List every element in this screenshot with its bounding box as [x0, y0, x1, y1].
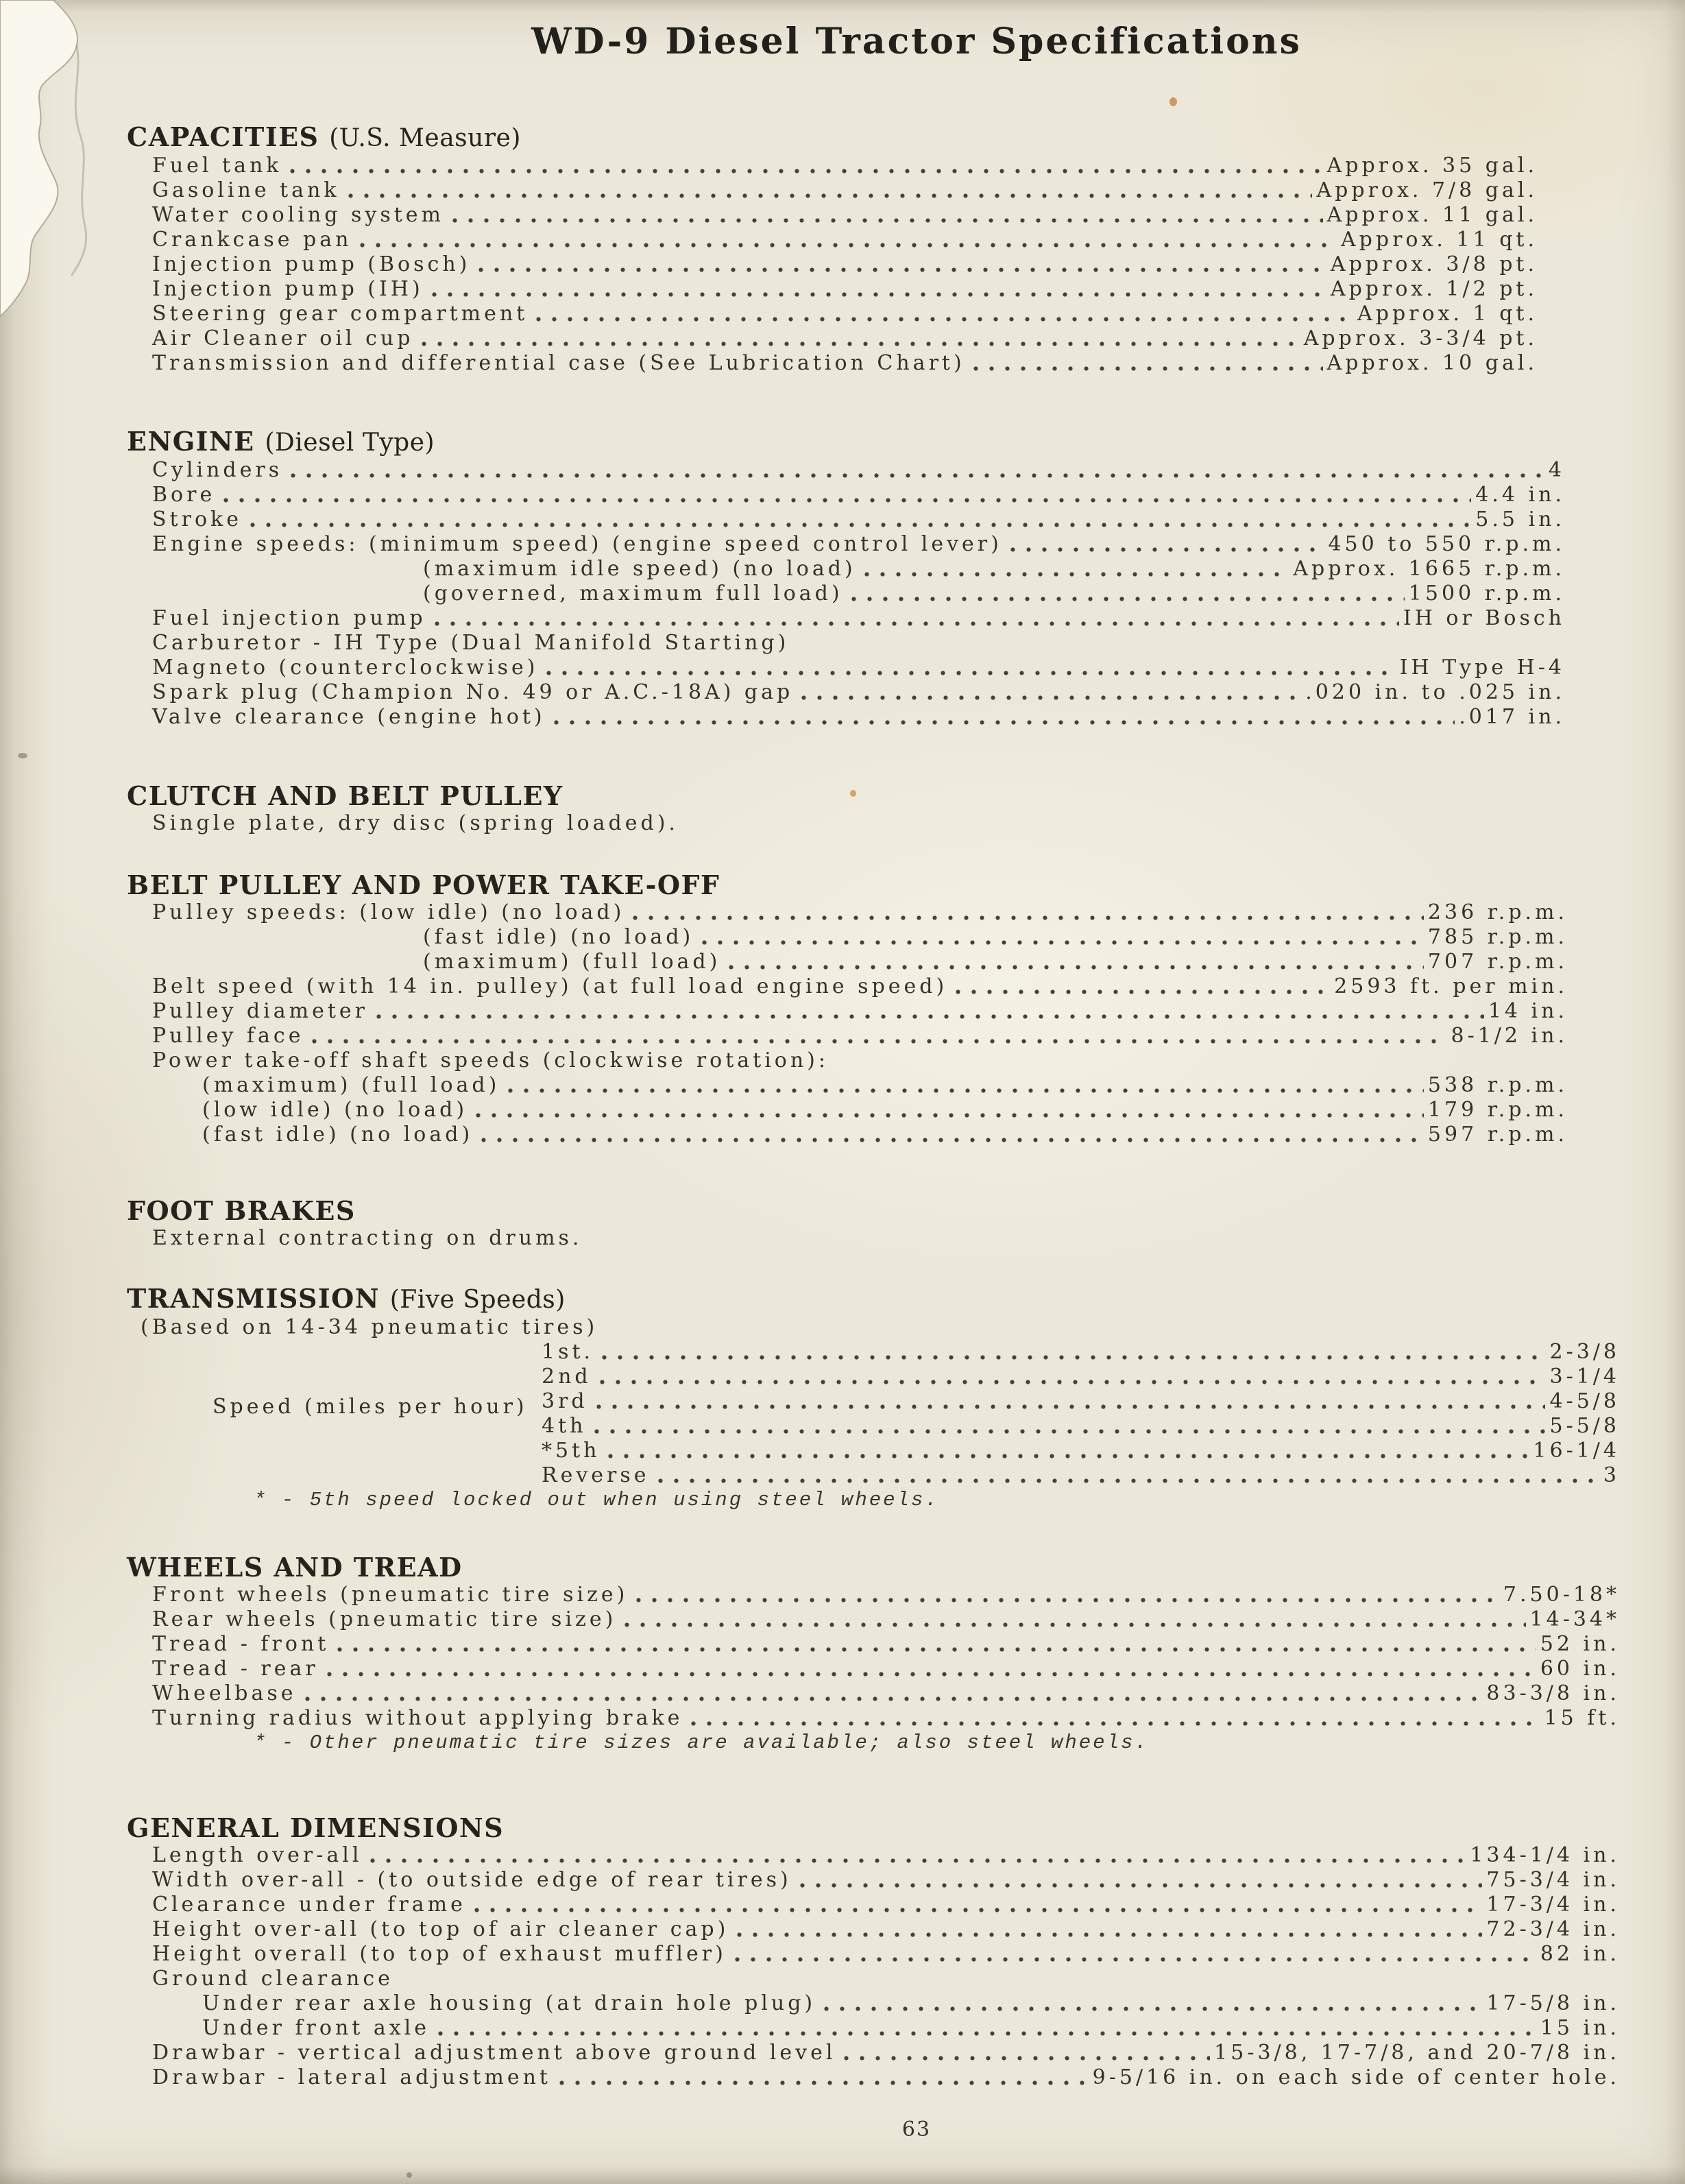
spec-row	[152, 2065, 1620, 2090]
spec-value: Approx. 1/2 pt.	[1330, 277, 1538, 301]
dot-leader	[554, 705, 1455, 730]
spec-row	[152, 1632, 1620, 1657]
spec-value: 2593 ft. per min.	[1334, 974, 1568, 998]
dot-leader	[851, 581, 1405, 606]
spec-value: Approx. 7/8 gal.	[1316, 178, 1538, 202]
spec-row	[152, 811, 1620, 836]
spec-value: Approx. 3-3/4 pt.	[1303, 326, 1538, 350]
dot-leader	[476, 1098, 1424, 1123]
dot-leader	[290, 154, 1322, 178]
spec-row	[152, 1607, 1620, 1632]
section-heading-text: CAPACITIES	[127, 121, 319, 152]
spec-row	[202, 1991, 1620, 2016]
dot-leader	[376, 999, 1484, 1024]
dot-leader	[478, 252, 1326, 277]
spec-row	[152, 1967, 1620, 1991]
page-number: 63	[901, 2117, 932, 2141]
spec-row	[542, 1340, 1620, 1365]
spec-label: Belt speed (with 14 in. pulley) (at full load engine speed)	[152, 974, 948, 998]
spec-label: Pulley face	[152, 1024, 304, 1048]
spec-label: (governed, maximum full load)	[423, 581, 843, 605]
spec-value: 179 r.p.m.	[1427, 1098, 1568, 1122]
spec-value: 9-5/16 in. on each side of center hole.	[1092, 2065, 1620, 2089]
spec-label: Drawbar - lateral adjustment	[152, 2065, 551, 2089]
spec-row	[542, 1365, 1620, 1389]
dot-leader	[633, 900, 1424, 925]
dot-leader	[481, 1123, 1424, 1147]
dot-leader	[596, 1389, 1546, 1414]
spec-row	[152, 1226, 1620, 1251]
section-heading	[127, 781, 1620, 811]
spec-row	[152, 656, 1620, 680]
paper-speck	[407, 2172, 412, 2178]
spec-value: 16-1/4	[1533, 1439, 1620, 1463]
spec-label: Under front axle	[202, 2016, 431, 2040]
dot-leader	[608, 1439, 1529, 1463]
section-belt-pulley-pto	[127, 870, 1620, 1147]
spec-label: (low idle) (no load)	[202, 1098, 468, 1122]
spec-value: 3	[1603, 1463, 1620, 1487]
section-heading-text: BELT PULLEY AND POWER TAKE-OFF	[127, 869, 720, 900]
spec-row	[152, 154, 1620, 178]
spec-value: Approx. 10 gal.	[1326, 351, 1538, 375]
section-rows	[127, 154, 1620, 376]
spec-label: Bore	[152, 483, 216, 507]
dot-leader	[435, 606, 1399, 631]
dot-leader	[735, 1942, 1536, 1967]
section-transmission	[127, 1284, 1620, 1513]
section-capacities	[127, 122, 1620, 376]
spec-label: Rear wheels (pneumatic tire size)	[152, 1607, 617, 1631]
spec-label: Injection pump (Bosch)	[152, 252, 471, 276]
spec-row	[152, 2041, 1620, 2065]
spec-value: 5.5 in.	[1475, 507, 1565, 531]
spec-row	[152, 631, 1620, 656]
spec-value: Approx. 1665 r.p.m.	[1293, 557, 1565, 581]
spec-label: Under rear axle housing (at drain hole plug)	[202, 1991, 816, 2015]
spec-value: 15 ft.	[1544, 1706, 1620, 1730]
spec-row	[542, 1439, 1620, 1463]
spec-label: Fuel injection pump	[152, 606, 426, 630]
spec-value: 60 in.	[1540, 1657, 1620, 1681]
spec-label: Width over-all - (to outside edge of rear tires)	[152, 1868, 792, 1892]
spec-label: (maximum) (full load)	[423, 950, 721, 974]
spec-label: (fast idle) (no load)	[423, 925, 694, 949]
spec-value: 707 r.p.m.	[1427, 950, 1568, 974]
spec-value: 4-5/8	[1549, 1389, 1620, 1413]
section-rows	[127, 811, 1620, 836]
spec-label: Injection pump (IH)	[152, 277, 424, 301]
spec-row	[152, 900, 1620, 925]
spec-label: (fast idle) (no load)	[202, 1123, 474, 1147]
spec-label: (maximum idle speed) (no load)	[423, 557, 856, 581]
spec-label: Spark plug (Champion No. 49 or A.C.-18A) gap	[152, 680, 794, 704]
dot-leader	[737, 1917, 1482, 1942]
section-general-dimensions	[127, 1813, 1620, 2090]
spec-value: 15-3/8, 17-7/8, and 20-7/8 in.	[1214, 2041, 1620, 2065]
dot-leader	[602, 1340, 1545, 1365]
spec-row	[152, 483, 1620, 507]
spec-value: 52 in.	[1540, 1632, 1620, 1656]
section-clutch	[127, 781, 1620, 836]
dot-leader	[691, 1706, 1540, 1731]
spec-label: (Based on 14-34 pneumatic tires)	[141, 1315, 598, 1339]
spec-label: Stroke	[152, 507, 242, 531]
spec-label: Drawbar - vertical adjustment above ground level	[152, 2041, 836, 2065]
spec-row	[202, 2016, 1620, 2041]
dot-leader	[250, 507, 1471, 532]
spec-label: Pulley diameter	[152, 999, 368, 1023]
spec-value: 17-3/4 in.	[1486, 1893, 1620, 1917]
dot-leader	[348, 178, 1313, 203]
spec-value: 17-5/8 in.	[1486, 1991, 1620, 2015]
spec-row	[542, 1389, 1620, 1414]
spec-label: Transmission and differential case (See Lubrication Chart)	[152, 351, 965, 375]
spec-row	[152, 507, 1620, 532]
spec-row	[202, 1073, 1620, 1098]
spec-row	[152, 252, 1620, 277]
spec-label: Gasoline tank	[152, 178, 340, 202]
spec-row	[152, 1843, 1620, 1868]
page-title: WD-9 Diesel Tractor Specifications	[531, 21, 1302, 62]
spec-row	[152, 680, 1620, 705]
spec-label: (maximum) (full load)	[202, 1073, 500, 1097]
spec-label: 1st.	[542, 1340, 594, 1364]
spec-label: Length over-all	[152, 1843, 363, 1867]
dot-leader	[360, 228, 1337, 252]
dot-leader	[702, 925, 1424, 950]
dot-leader	[291, 458, 1544, 483]
spec-value: 4.4 in.	[1475, 483, 1565, 507]
spec-value: 236 r.p.m.	[1427, 900, 1568, 924]
spec-value: Approx. 11 qt.	[1341, 228, 1538, 252]
dot-leader	[824, 1991, 1482, 2016]
spec-row	[152, 1048, 1620, 1073]
spec-row	[423, 925, 1620, 950]
spec-label: Air Cleaner oil cup	[152, 326, 414, 350]
spec-label: Clearance under frame	[152, 1893, 466, 1917]
spec-row	[152, 351, 1620, 376]
spec-label: Single plate, dry disc (spring loaded).	[152, 811, 679, 835]
dot-leader	[370, 1843, 1466, 1868]
spec-value: Approx. 35 gal.	[1326, 154, 1538, 178]
section-heading	[127, 122, 1620, 154]
spec-label: Carburetor - IH Type (Dual Manifold Starting)	[152, 631, 790, 655]
dot-leader	[1010, 532, 1324, 557]
spec-value: IH or Bosch	[1403, 606, 1565, 630]
spec-label: Ground clearance	[152, 1967, 393, 1991]
section-heading	[127, 1813, 1620, 1843]
spec-row	[152, 705, 1620, 730]
spec-row	[152, 1893, 1620, 1917]
spec-row	[202, 1123, 1620, 1147]
spec-value: 5-5/8	[1549, 1414, 1620, 1438]
dot-leader	[546, 656, 1395, 680]
spec-value: 8-1/2 in.	[1451, 1024, 1568, 1048]
spec-value: 450 to 550 r.p.m.	[1328, 532, 1565, 556]
section-wheels-tread	[127, 1552, 1620, 1755]
dot-leader	[844, 2041, 1210, 2065]
spec-row	[152, 999, 1620, 1024]
section-rows	[127, 458, 1620, 730]
spec-value: 14 in.	[1488, 999, 1568, 1023]
spec-row	[152, 974, 1620, 999]
spec-row	[152, 302, 1620, 326]
dot-leader	[474, 1893, 1483, 1917]
spec-label: Steering gear compartment	[152, 302, 529, 326]
section-heading-text: ENGINE	[127, 426, 255, 457]
dot-leader	[422, 326, 1299, 351]
dot-leader	[729, 950, 1424, 974]
spec-row	[152, 1657, 1620, 1681]
spec-row	[152, 1942, 1620, 1967]
dot-leader	[864, 557, 1289, 581]
spec-row	[542, 1414, 1620, 1439]
dot-leader	[559, 2065, 1089, 2090]
spec-label: Engine speeds: (minimum speed) (engine speed control lever)	[152, 532, 1002, 556]
spec-label: Height over-all (to top of air cleaner cap)	[152, 1917, 729, 1941]
section-heading	[127, 427, 1620, 458]
spec-value: 3-1/4	[1549, 1365, 1620, 1389]
section-heading	[127, 870, 1620, 900]
spec-value: 7.50-18*	[1503, 1583, 1620, 1607]
dot-leader	[800, 1868, 1483, 1893]
section-rows	[127, 900, 1620, 1147]
spec-row	[152, 1868, 1620, 1893]
spec-label: Pulley speeds: (low idle) (no load)	[152, 900, 625, 924]
spec-label: Water cooling system	[152, 203, 444, 227]
dot-leader	[801, 680, 1301, 705]
section-heading-note: (Five Speeds)	[389, 1286, 566, 1314]
spec-value: 75-3/4 in.	[1486, 1868, 1620, 1892]
spec-value: 134-1/4 in.	[1470, 1843, 1620, 1867]
section-heading-note: (Diesel Type)	[265, 429, 435, 457]
spec-row	[542, 1463, 1620, 1488]
section-heading-text: FOOT BRAKES	[127, 1195, 356, 1226]
section-heading-note: (U.S. Measure)	[329, 124, 521, 152]
footnote-row	[254, 1488, 1620, 1513]
spec-label: Height overall (to top of exhaust muffler)	[152, 1942, 727, 1966]
spec-row	[423, 557, 1620, 581]
spec-label: Reverse	[542, 1463, 650, 1487]
spec-value: Approx. 11 gal.	[1326, 203, 1538, 227]
spec-label: 3rd	[542, 1389, 588, 1413]
dot-leader	[223, 483, 1471, 507]
spec-row	[152, 1917, 1620, 1942]
spec-value: .017 in.	[1459, 705, 1565, 729]
dot-leader	[508, 1073, 1424, 1098]
dot-leader	[600, 1365, 1546, 1389]
dot-leader	[312, 1024, 1446, 1048]
spec-value: .020 in. to .025 in.	[1305, 680, 1565, 704]
spec-label: Fuel tank	[152, 154, 282, 178]
spec-label: * - Other pneumatic tire sizes are available; also steel wheels.	[254, 1731, 1149, 1754]
section-heading	[127, 1284, 1620, 1315]
spec-value: Approx. 1 qt.	[1357, 302, 1538, 326]
paper-speck	[18, 753, 27, 758]
spec-row	[152, 458, 1620, 483]
section-heading-text: GENERAL DIMENSIONS	[127, 1812, 505, 1843]
spec-row	[423, 581, 1620, 606]
spec-row	[152, 203, 1620, 228]
dot-leader	[438, 2016, 1536, 2041]
spec-row	[152, 1024, 1620, 1048]
transmission-side-label: Speed (miles per hour)	[213, 1395, 528, 1419]
section-heading-text: CLUTCH AND BELT PULLEY	[127, 780, 563, 811]
spec-label: Front wheels (pneumatic tire size)	[152, 1583, 629, 1607]
spec-value: 597 r.p.m.	[1427, 1123, 1568, 1147]
dot-leader	[956, 974, 1330, 999]
spec-value: 538 r.p.m.	[1427, 1073, 1568, 1097]
section-heading	[127, 1552, 1620, 1583]
spec-label: Turning radius without applying brake	[152, 1706, 683, 1730]
spec-row	[141, 1315, 1620, 1340]
spec-row	[152, 178, 1620, 203]
dot-leader	[327, 1657, 1536, 1681]
spec-value: 14-34*	[1529, 1607, 1620, 1631]
spec-value: 1500 r.p.m.	[1408, 581, 1565, 605]
spec-label: 4th	[542, 1414, 587, 1438]
spec-value: 4	[1548, 458, 1565, 482]
section-rows	[127, 1843, 1620, 2090]
dot-leader	[432, 277, 1326, 302]
spec-label: *5th	[542, 1439, 601, 1463]
spec-label: * - 5th speed locked out when using steel wheels.	[254, 1489, 939, 1511]
spec-row	[152, 326, 1620, 351]
spec-row	[202, 1098, 1620, 1123]
spec-row	[152, 1681, 1620, 1706]
section-heading-text: TRANSMISSION	[127, 1283, 380, 1314]
spec-row	[152, 1706, 1620, 1731]
spec-value: IH Type H-4	[1399, 656, 1565, 680]
spec-row	[423, 950, 1620, 974]
spec-row	[152, 532, 1620, 557]
section-engine	[127, 427, 1620, 730]
spec-value: 83-3/8 in.	[1486, 1681, 1620, 1705]
section-heading	[127, 1196, 1620, 1226]
dot-leader	[536, 302, 1353, 326]
dot-leader	[594, 1414, 1545, 1439]
dot-leader	[305, 1681, 1483, 1706]
dot-leader	[452, 203, 1323, 228]
spec-value: 2-3/8	[1549, 1340, 1620, 1364]
section-foot-brakes	[127, 1196, 1620, 1251]
spec-row	[152, 606, 1620, 631]
spec-label: Crankcase pan	[152, 228, 352, 252]
spec-label: Tread - front	[152, 1632, 330, 1656]
spec-label: Magneto (counterclockwise)	[152, 656, 539, 680]
spec-row	[152, 1583, 1620, 1607]
spec-label: Wheelbase	[152, 1681, 297, 1705]
spec-value: 785 r.p.m.	[1427, 925, 1568, 949]
section-rows	[127, 1583, 1620, 1755]
section-heading-text: WHEELS AND TREAD	[127, 1552, 463, 1583]
section-rows	[127, 1226, 1620, 1251]
spec-label: 2nd	[542, 1365, 592, 1389]
spec-label: External contracting on drums.	[152, 1226, 583, 1250]
page-content	[127, 19, 1620, 2141]
spec-sections	[127, 122, 1620, 2090]
spec-row	[152, 277, 1620, 302]
spec-label: Tread - rear	[152, 1657, 319, 1681]
footnote-row	[254, 1731, 1620, 1755]
spec-value: 82 in.	[1540, 1942, 1620, 1966]
spec-label: Power take-off shaft speeds (clockwise rotation):	[152, 1048, 829, 1072]
dot-leader	[625, 1607, 1525, 1632]
dot-leader	[337, 1632, 1536, 1657]
spec-row	[152, 228, 1620, 252]
spec-label: Cylinders	[152, 458, 283, 482]
spec-label: Valve clearance (engine hot)	[152, 705, 546, 729]
spec-value: Approx. 3/8 pt.	[1330, 252, 1538, 276]
dot-leader	[658, 1463, 1599, 1488]
spec-value: 72-3/4 in.	[1486, 1917, 1620, 1941]
dot-leader	[973, 351, 1323, 376]
dot-leader	[636, 1583, 1499, 1607]
spec-value: 15 in.	[1540, 2016, 1620, 2040]
